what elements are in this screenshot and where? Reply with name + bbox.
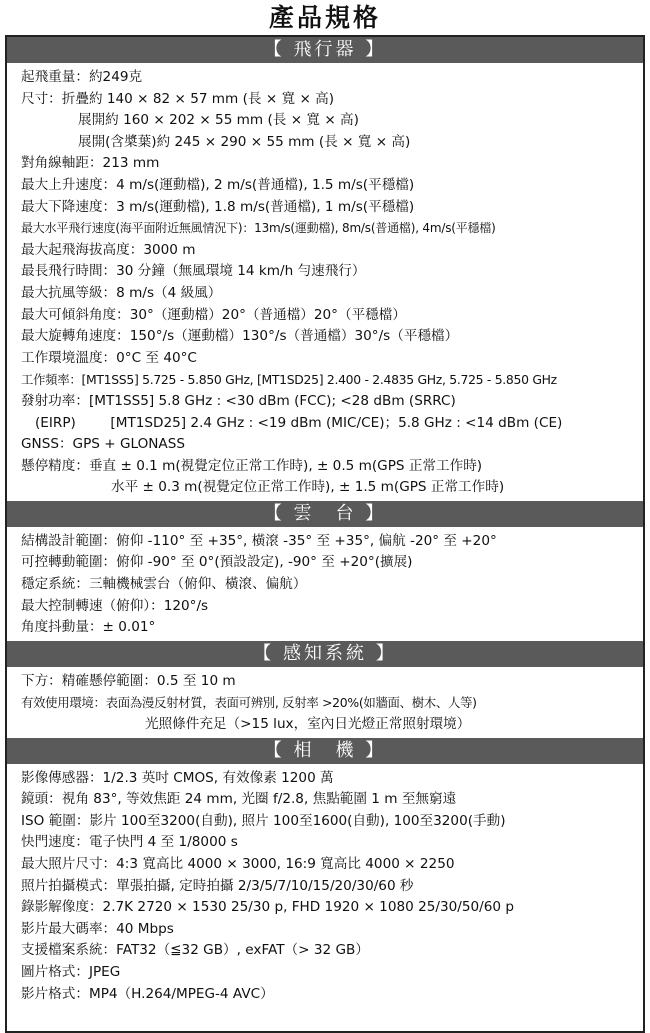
spec-max-control-speed: 最大控制轉速（俯仰）：120°/s [21, 597, 209, 614]
spec-gnss: GNSS：GPS + GLONASS [21, 436, 185, 453]
spec-max-service-ceiling: 最大起飛海拔高度：3000 m [21, 241, 196, 258]
spec-max-video-bitrate: 影片最大碼率：40 Mbps [21, 920, 174, 937]
spec-mechanical-range: 結構設計範圍：俯仰 -110° 至 +35°, 橫滾 -35° 至 +35°, 偏航 -20° 至 +20° [21, 532, 497, 549]
spec-takeoff-weight: 起飛重量：約249克 [21, 69, 143, 85]
section-body-gimbal [7, 527, 643, 641]
spec-stabilization: 穩定系統：三軸機械雲台（俯仰、橫滾、偏航） [21, 576, 307, 593]
spec-photo-format: 圖片格式：JPEG [21, 963, 121, 980]
spec-max-horizontal-speed: 最大水平飛行速度(海平面附近無風情況下)：13m/s(運動檔), 8m/s(普通檔), 4m/s(平穩檔) [21, 221, 496, 236]
section-header-aircraft: 【 飛行器 】 [7, 37, 643, 63]
spec-operating-frequency: 工作頻率：[MT1SS5] 5.725 - 5.850 GHz, [MT1SD25] 2.400 - 2.4835 GHz, 5.725 - 5.850 GHz [21, 372, 557, 388]
spec-max-flight-time: 最長飛行時間：30 分鐘（無風環境 14 km/h 勻速飛行） [21, 263, 366, 280]
spec-iso-range: ISO 範圍：影片 100至3200(自動), 照片 100至1600(自動), 100至3200(手動) [21, 812, 506, 829]
spec-lens: 鏡頭：視角 83°, 等效焦距 24 mm, 光圈 f/2.8, 焦點範圍 1 m 至無窮遠 [21, 791, 457, 808]
section-header-sensing: 【 感知系統 】 [7, 641, 643, 667]
section-body-camera [7, 764, 643, 1008]
spec-transmitter-power: 發射功率：[MT1SS5] 5.8 GHz : <30 dBm (FCC); <28 dBm (SRRC) [21, 392, 456, 409]
page-title: 產品規格 [268, 3, 381, 32]
spec-downward-hover-range: 下方：精確懸停範圍：0.5 至 10 m [21, 672, 236, 689]
spec-diagonal-wheelbase: 對角線軸距：213 mm [21, 155, 160, 172]
spec-max-ascent-speed: 最大上升速度：4 m/s(運動檔), 2 m/s(普通檔), 1.5 m/s(平穩檔) [21, 176, 415, 193]
section-gimbal [7, 501, 643, 641]
spec-max-angular-velocity: 最大旋轉角速度：150°/s（運動檔）130°/s（普通檔）30°/s（平穩檔） [21, 328, 459, 345]
spec-operating-temperature: 工作環境溫度：0°C 至 40°C [21, 349, 197, 366]
spec-still-modes: 照片拍攝模式：單張拍攝, 定時拍攝 2/3/5/7/10/15/20/30/60 秒 [21, 877, 414, 894]
spec-dimensions-with-propellers: 展開(含槳葉)約 245 × 290 × 55 mm (長 × 寬 × 高) [78, 133, 411, 150]
spec-table [5, 35, 645, 1033]
spec-max-image-size: 最大照片尺寸：4:3 寬高比 4000 × 3000, 16:9 寬高比 4000 × 2250 [21, 856, 455, 872]
section-header-camera: 【 相 機 】 [7, 738, 643, 764]
spec-shutter-speed: 快門速度：電子快門 4 至 1/8000 s [21, 834, 238, 851]
spec-hover-accuracy-horizontal: 水平 ± 0.3 m(視覺定位正常工作時), ± 1.5 m(GPS 正常工作時) [111, 479, 505, 496]
spec-file-system: 支援檔案系統：FAT32（≦32 GB）, exFAT（> 32 GB） [21, 942, 369, 959]
spec-operating-environment: 有效使用環境：表面為漫反射材質，表面可辨別, 反射率 >20%(如牆面、樹木、人等) [21, 695, 477, 711]
section-sensing [7, 641, 643, 738]
spec-dimensions-unfolded: 展開約 160 × 202 × 55 mm (長 × 寬 × 高) [78, 112, 359, 129]
spec-lighting-condition: 光照條件充足（>15 lux，室內日光燈正常照射環境） [145, 716, 471, 733]
section-body-sensing [7, 667, 643, 738]
spec-max-descent-speed: 最大下降速度：3 m/s(運動檔), 1.8 m/s(普通檔), 1 m/s(平穩檔) [21, 198, 415, 215]
spec-hover-accuracy-vertical: 懸停精度：垂直 ± 0.1 m(視覺定位正常工作時), ± 0.5 m(GPS 正常工作時) [21, 457, 483, 474]
spec-controllable-range: 可控轉動範圍：俯仰 -90° 至 0°(預設設定), -90° 至 +20°(擴展) [21, 554, 413, 571]
section-camera [7, 738, 643, 1008]
spec-angular-vibration-range: 角度抖動量：± 0.01° [21, 619, 156, 636]
spec-video-resolution: 錄影解像度：2.7K 2720 × 1530 25/30 p, FHD 1920 × 1080 25/30/50/60 p [21, 899, 514, 916]
section-aircraft [7, 37, 643, 501]
section-header-gimbal: 【 雲 台 】 [7, 501, 643, 527]
spec-max-tilt-angle: 最大可傾斜角度：30°（運動檔）20°（普通檔）20°（平穩檔） [21, 306, 406, 323]
spec-transmitter-power-eirp: (EIRP) [MT1SD25] 2.4 GHz : <19 dBm (MIC/CE)；5.8 GHz : <14 dBm (CE) [35, 414, 563, 431]
spec-dimensions-folded: 尺寸：折疊約 140 × 82 × 57 mm (長 × 寬 × 高) [21, 90, 335, 107]
spec-wind-resistance: 最大抗風等級：8 m/s（4 級風） [21, 284, 222, 301]
spec-sensor: 影像傳感器：1/2.3 英吋 CMOS, 有效像素 1200 萬 [21, 769, 334, 786]
section-body-aircraft [7, 63, 643, 501]
spec-video-format: 影片格式：MP4（H.264/MPEG-4 AVC） [21, 985, 274, 1002]
